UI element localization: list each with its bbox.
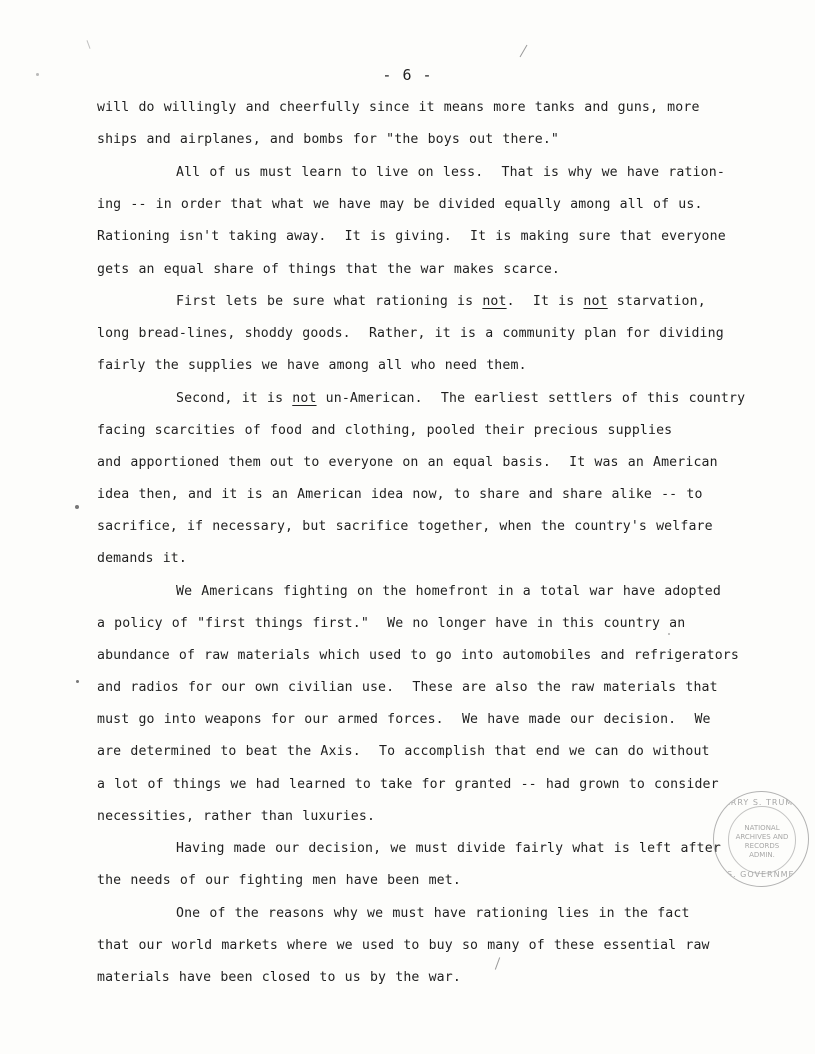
- text-line: the needs of our fighting men have been met.: [97, 873, 461, 888]
- paper-speck: [36, 73, 39, 76]
- text-segment: Second, it is: [176, 391, 293, 406]
- archive-stamp: [713, 791, 809, 887]
- page-number: - 6 -: [382, 66, 433, 84]
- text-segment: un-American. The earliest settlers of this country: [316, 391, 746, 406]
- text-line: [176, 390, 745, 408]
- text-line: All of us must learn to live on less. That is why we have ration-: [176, 165, 725, 180]
- text-segment: starvation,: [607, 294, 706, 309]
- text-line: ing -- in order that what we have may be divided equally among all of us.: [97, 197, 703, 212]
- text-line: sacrifice, if necessary, but sacrifice together, when the country's welfare: [97, 519, 713, 534]
- stamp-middle-line: RECORDS: [744, 842, 780, 850]
- stamp-top-text: HARRY S. TRUMAN: [717, 798, 807, 807]
- pencil-mark: [495, 957, 500, 970]
- text-line: demands it.: [97, 551, 187, 566]
- pencil-mark: [520, 45, 528, 58]
- text-line: Rationing isn't taking away. It is giving. It is making sure that everyone: [97, 229, 726, 244]
- text-line: materials have been closed to us by the war.: [97, 970, 461, 985]
- text-line: facing scarcities of food and clothing, pooled their precious supplies: [97, 423, 673, 438]
- text-line: are determined to beat the Axis. To accomplish that end we can do without: [97, 744, 710, 759]
- pencil-mark: [86, 40, 90, 49]
- stamp-middle-line: NATIONAL: [744, 824, 780, 832]
- text-line: idea then, and it is an American idea now, to share and share alike -- to: [97, 487, 703, 502]
- stamp-bottom-text: U.S. GOVERNMENT: [716, 870, 808, 879]
- stamp-middle-line: ADMIN.: [749, 851, 775, 859]
- text-line: necessities, rather than luxuries.: [97, 809, 376, 824]
- text-line: One of the reasons why we must have rationing lies in the fact: [176, 906, 690, 921]
- text-line: must go into weapons for our armed forces. We have made our decision. We: [97, 712, 711, 727]
- stamp-middle-line: ARCHIVES AND: [735, 833, 789, 841]
- stamp-middle-text: [714, 824, 809, 860]
- underlined-word: not: [583, 294, 608, 309]
- underlined-word: not: [292, 391, 317, 406]
- text-line: long bread-lines, shoddy goods. Rather, it is a community plan for dividing: [97, 326, 724, 341]
- paper-speck: [75, 505, 79, 509]
- text-line: fairly the supplies we have among all who need them.: [97, 358, 527, 373]
- text-segment: First lets be sure what rationing is: [176, 294, 483, 309]
- text-line: a policy of "first things first." We no longer have in this country an: [97, 616, 686, 631]
- text-line: gets an equal share of things that the war makes scarce.: [97, 262, 561, 277]
- text-line: Having made our decision, we must divide fairly what is left after: [176, 841, 721, 856]
- text-line: and apportioned them out to everyone on an equal basis. It was an American: [97, 455, 718, 470]
- text-line: We Americans fighting on the homefront in a total war have adopted: [176, 584, 721, 599]
- text-segment: . It is: [506, 294, 584, 309]
- text-line: ships and airplanes, and bombs for "the boys out there.": [97, 132, 560, 147]
- paper-speck: [76, 680, 79, 683]
- paper-speck: [668, 633, 670, 635]
- text-line: abundance of raw materials which used to go into automobiles and refrigerators: [97, 648, 739, 663]
- underlined-word: not: [482, 294, 507, 309]
- text-line: will do willingly and cheerfully since it means more tanks and guns, more: [97, 100, 700, 115]
- text-line: and radios for our own civilian use. These are also the raw materials that: [97, 680, 718, 695]
- text-line: [176, 293, 706, 311]
- text-line: that our world markets where we used to buy so many of these essential raw: [97, 938, 710, 953]
- text-line: a lot of things we had learned to take for granted -- had grown to consider: [97, 777, 719, 792]
